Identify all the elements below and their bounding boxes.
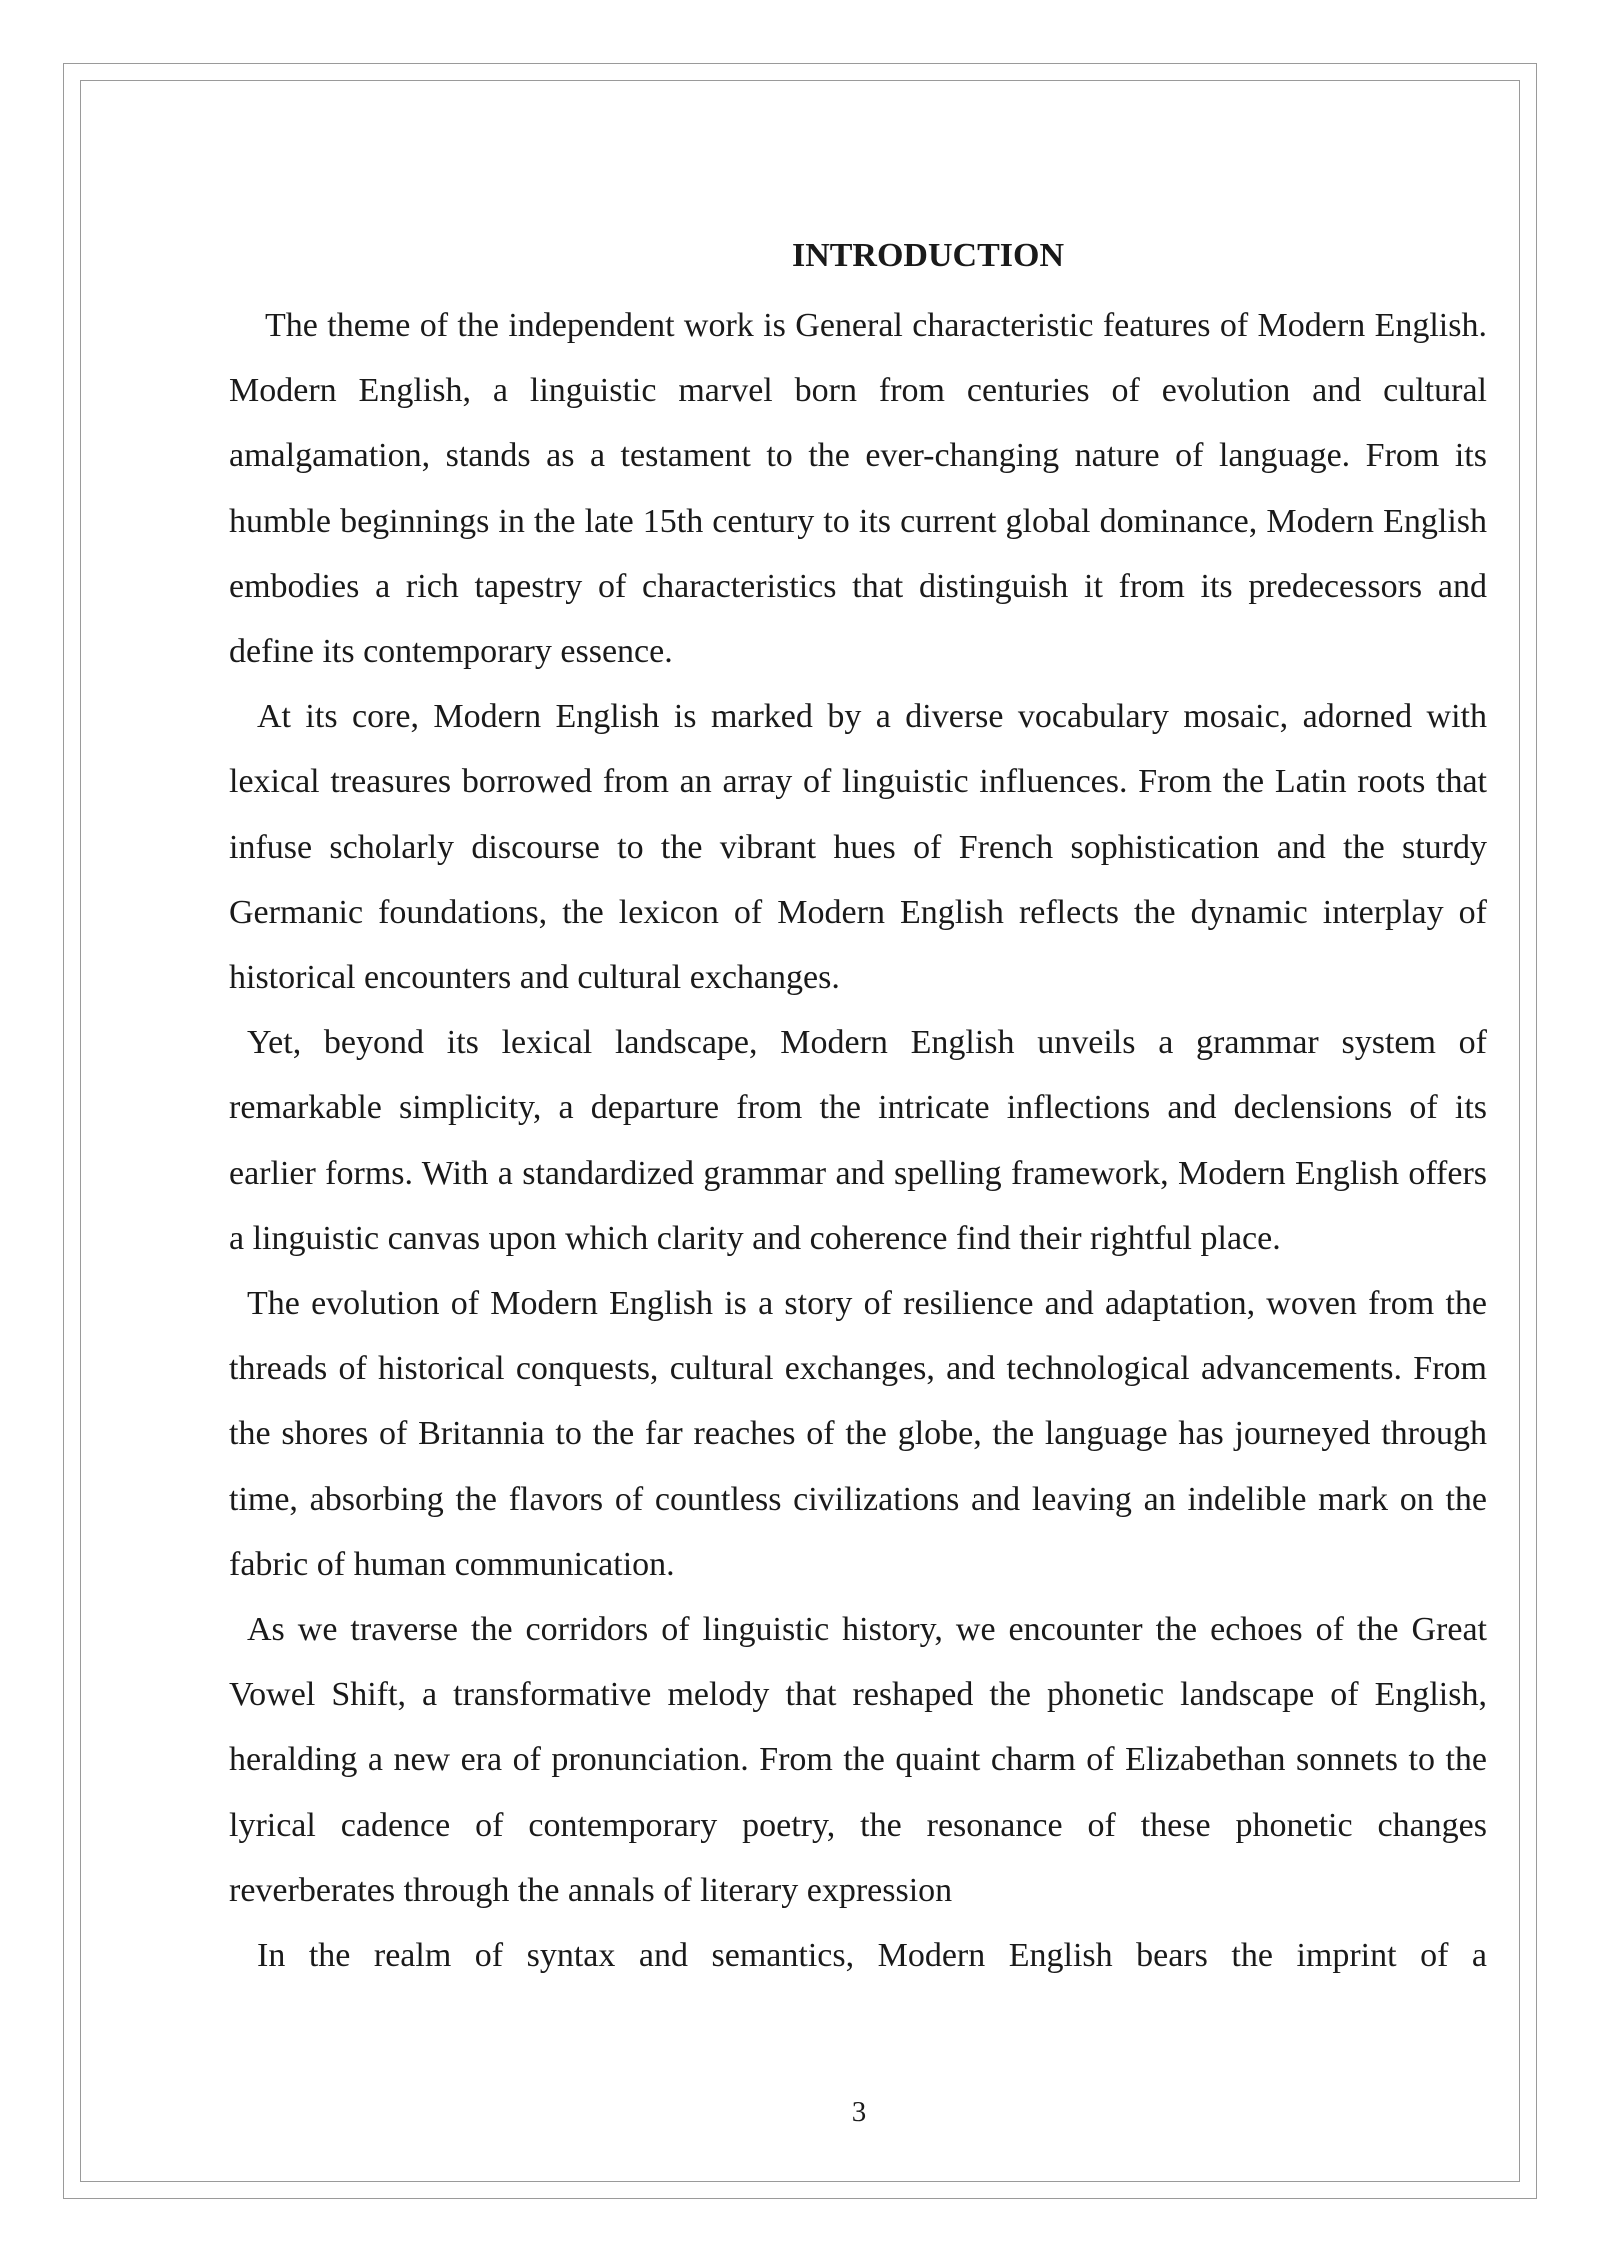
page-content: [229, 228, 1487, 1988]
paragraph-2: At its core, Modern English is marked by a diverse vocabulary mosaic, adorned with lexical treasures borrowed from an array of linguistic influences. From the Latin roots that infuse scholarly discourse to the vibrant hues of French sophistication and the sturdy Germanic foundations, the lexicon of Modern English reflects the dynamic interplay of historical encounters and cultural exchanges.: [229, 698, 1487, 997]
paragraph-1: The theme of the independent work is General characteristic features of Modern English. Modern English, a linguistic marvel born from centuries of evolution and cultural amalgamation, stands as a testament to the ever-changing nature of language. From its humble beginnings in the late 15th century to its current global dominance, Modern English embodies a rich tapestry of characteristics that distinguish it from its predecessors and define its contemporary essence.: [229, 307, 1487, 671]
section-title: INTRODUCTION: [791, 237, 1065, 274]
paragraph-5: As we traverse the corridors of linguistic history, we encounter the echoes of the Great Vowel Shift, a transformative melody that reshaped the phonetic landscape of English, heralding a new era of pronunciation. From the quaint charm of Elizabethan sonnets to the lyrical cadence of contemporary poetry, the resonance of these phonetic changes reverberates through the annals of literary expression: [229, 1611, 1487, 1909]
paragraph-3: Yet, beyond its lexical landscape, Modern English unveils a grammar system of remarkable simplicity, a departure from the intricate inflections and declensions of its earlier forms. With a standardized grammar and spelling framework, Modern English offers a linguistic canvas upon which clarity and coherence find their rightful place.: [229, 1024, 1487, 1257]
page-number: 3: [851, 2096, 867, 2128]
paragraph-4: The evolution of Modern English is a story of resilience and adaptation, woven from the threads of historical conquests, cultural exchanges, and technological advancements. From the shores of Britannia to the far reaches of the globe, the language has journeyed through time, absorbing the flavors of countless civilizations and leaving an indelible mark on the fabric of human communication.: [229, 1285, 1487, 1583]
paragraph-6: In the realm of syntax and semantics, Modern English bears the imprint of a: [257, 1937, 1487, 1975]
